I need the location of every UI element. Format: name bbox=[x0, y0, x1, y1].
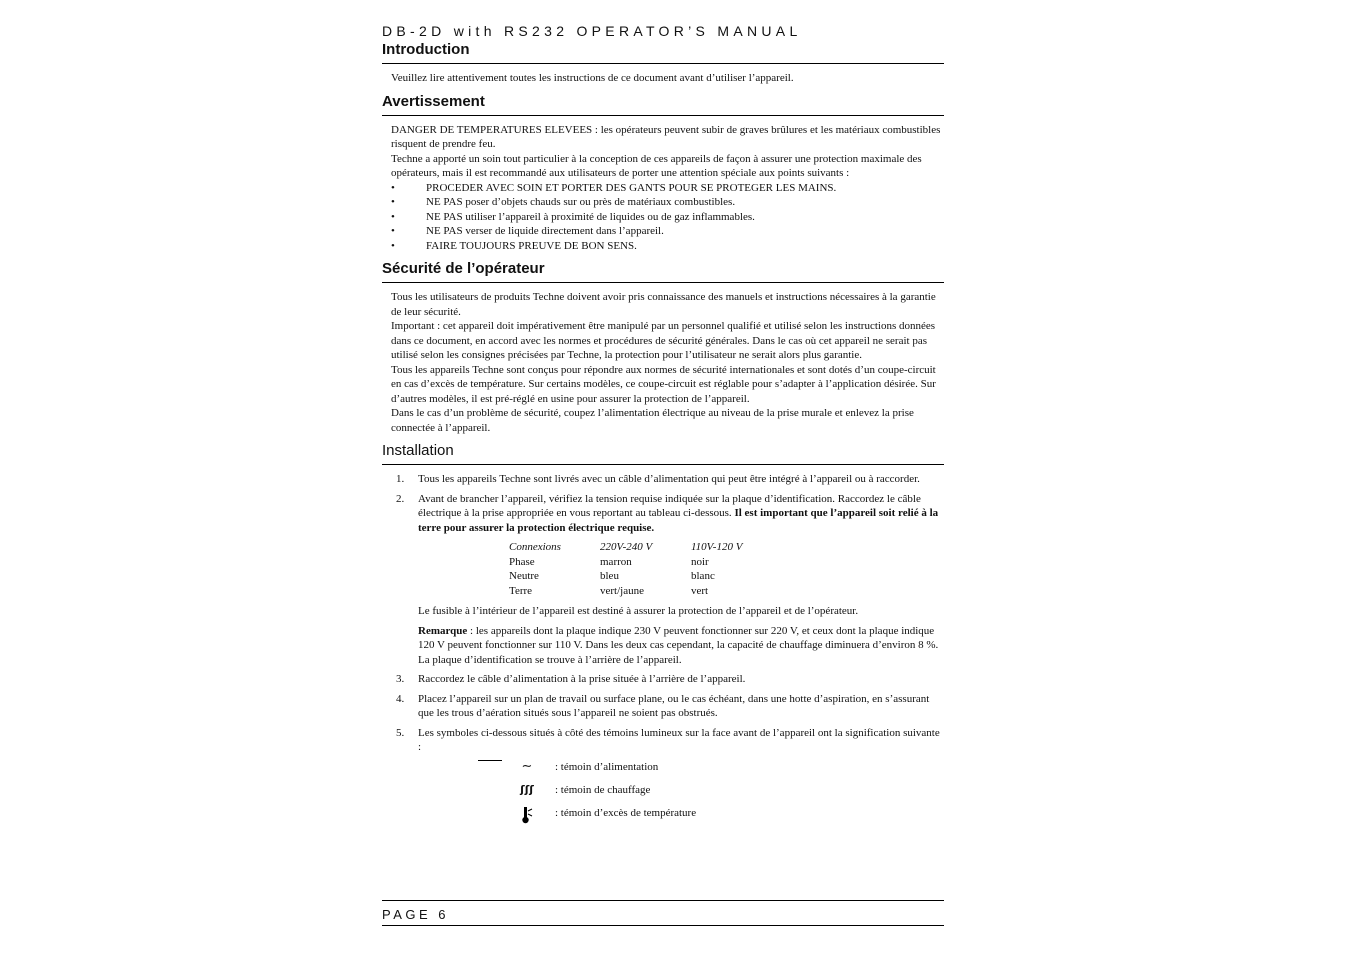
remark-text: : les appareils dont la plaque indique 230 V peuvent fonctionner sur 220 V, et ceux dont la plaque indique 120 V peuvent fonctionner sur 110 V. Dans les deux cas cependant, la capacité de chauffage diminuera d’environ 8 %. La plaque d’identification se trouve à l’arrière de l’appareil. bbox=[418, 624, 939, 666]
table-cell: Terre bbox=[509, 584, 533, 597]
bullet-marker: • bbox=[391, 210, 395, 223]
installation-step bbox=[382, 672, 944, 687]
installation-heading: Installation bbox=[382, 441, 944, 465]
symbol-description: : témoin d’alimentation bbox=[555, 760, 659, 773]
step-number: 5. bbox=[396, 726, 405, 739]
safety-paragraph-2: Important : cet appareil doit impérativement être manipulé par un personnel qualifié et utilisé selon les instructions données dans ce document, en accord avec les normes et procédures de sécurité générales. Dans le cas où cet appareil ne serait pas utilisé selon les consignes précisées par Techne, la protection pour l’utilisateur ne serait alors plus garantie. bbox=[391, 320, 936, 361]
step-text: Raccordez le câble d’alimentation à la prise située à l’arrière de l’appareil. bbox=[418, 673, 746, 685]
table-cell: Neutre bbox=[509, 570, 539, 582]
symbol-row bbox=[478, 806, 944, 829]
warning-heading: Avertissement bbox=[382, 92, 944, 116]
warning-paragraph-2: Techne a apporté un soin tout particulier à la conception de ces appareils de façon à assurer une protection maximale des opérateurs, mais il est recommandé aux utilisateurs de porter une attention spéciale aux points suivants : bbox=[391, 152, 922, 179]
table-header-cell: Connexions bbox=[509, 541, 561, 553]
warning-bullet-text: NE PAS utiliser l’appareil à proximité de liquides ou de gaz inflammables. bbox=[426, 210, 755, 223]
bullet-marker: • bbox=[391, 196, 395, 208]
warning-bullet-text: NE PAS poser d’objets chauds sur ou près de matériaux combustibles. bbox=[426, 196, 736, 208]
table-cell: vert bbox=[691, 584, 709, 597]
warning-bullet-text: NE PAS verser de liquide directement dans l’appareil. bbox=[426, 225, 664, 237]
installation-body bbox=[382, 472, 944, 829]
warning-bullet bbox=[391, 224, 944, 239]
table-cell: bleu bbox=[600, 570, 619, 582]
bullet-marker: • bbox=[391, 239, 395, 252]
table-cell: noir bbox=[691, 555, 709, 568]
table-cell: vert/jaune bbox=[600, 584, 644, 597]
warning-bullet bbox=[391, 239, 944, 254]
table-header-cell: 110V-120 V bbox=[691, 541, 743, 553]
manual-page bbox=[382, 22, 944, 835]
step-text bbox=[418, 492, 944, 536]
warning-bullet bbox=[391, 181, 944, 196]
warning-bullet-text: FAIRE TOUJOURS PREUVE DE BON SENS. bbox=[426, 239, 637, 252]
indicator-symbols bbox=[418, 760, 944, 829]
symbol-rule bbox=[478, 760, 502, 761]
warning-bullet bbox=[391, 210, 944, 225]
thermometer-icon-svg bbox=[520, 806, 534, 824]
step-text: Tous les appareils Techne sont livrés avec un câble d’alimentation qui peut être intégré à l’appareil ou à raccorder. bbox=[418, 473, 920, 485]
introduction-heading: Introduction bbox=[382, 40, 944, 64]
warning-bullet bbox=[391, 195, 944, 210]
introduction-body bbox=[382, 71, 944, 86]
symbol-row bbox=[478, 783, 944, 806]
table-cell: Phase bbox=[509, 555, 535, 568]
safety-paragraph-4: Dans le cas d’un problème de sécurité, coupez l’alimentation électrique au niveau de la prise murale et enlevez la prise connectée à l’appareil. bbox=[391, 407, 914, 434]
warning-paragraph-1: DANGER DE TEMPERATURES ELEVEES : les opérateurs peuvent subir de graves brûlures et les matériaux combustibles risquent de prendre feu. bbox=[391, 123, 941, 150]
section-installation bbox=[382, 441, 944, 829]
earth-warning-bold: Il est important que l’appareil soit relié à la terre pour assurer la protection électrique requise. bbox=[418, 507, 939, 534]
operator-safety-body bbox=[382, 290, 944, 435]
page-number: PAGE 6 bbox=[382, 907, 450, 922]
table-row bbox=[509, 555, 782, 570]
step-text: Les symboles ci-dessous situés à côté des témoins lumineux sur la face avant de l’appareil ont la signification suivante : bbox=[418, 726, 940, 753]
table-cell: marron bbox=[600, 555, 632, 568]
table-row bbox=[509, 584, 782, 599]
section-operator-safety bbox=[382, 259, 944, 435]
symbol-description: : témoin de chauffage bbox=[555, 783, 651, 796]
remark-note bbox=[418, 624, 944, 668]
installation-step bbox=[382, 692, 944, 721]
safety-paragraph-1: Tous les utilisateurs de produits Techne doivent avoir pris connaissance des manuels et instructions nécessaires à la garantie de leur sécurité. bbox=[391, 291, 936, 318]
remark-label: Remarque bbox=[418, 624, 468, 637]
table-cell: blanc bbox=[691, 570, 715, 582]
step-number: 4. bbox=[396, 692, 405, 705]
section-introduction bbox=[382, 40, 944, 86]
introduction-text: Veuillez lire attentivement toutes les instructions de ce document avant d’utiliser l’appareil. bbox=[391, 72, 794, 84]
step-2-text: Avant de brancher l’appareil, vérifiez la tension requise indiquée sur la plaque d’identification. Raccordez le câble électrique à la prise appropriée en vous reportant au tableau ci-dessous. bbox=[418, 492, 921, 519]
warning-body bbox=[382, 123, 944, 254]
table-row bbox=[509, 569, 782, 584]
operator-safety-heading: Sécurité de l’opérateur bbox=[382, 259, 944, 283]
installation-step bbox=[382, 726, 944, 829]
installation-step bbox=[382, 472, 944, 487]
heating-icon: ʃʃʃ bbox=[520, 782, 534, 796]
thermometer-icon bbox=[517, 806, 537, 829]
fuse-note: Le fusible à l’intérieur de l’appareil est destiné à assurer la protection de l’appareil et de l’opérateur. bbox=[418, 605, 859, 617]
section-warning bbox=[382, 92, 944, 254]
connection-table-header bbox=[509, 540, 782, 555]
step-text: Placez l’appareil sur un plan de travail ou surface plane, ou le cas échéant, dans une hotte d’aspiration, en s’assurant que les trous d’aération situés sous l’appareil ne soient pas obstrués. bbox=[418, 692, 930, 719]
power-wave-icon: ∼ bbox=[521, 758, 533, 774]
step-number: 1. bbox=[396, 473, 405, 485]
installation-steps bbox=[382, 472, 944, 829]
safety-paragraph-3: Tous les appareils Techne sont conçus pour répondre aux normes de sécurité internationales et sont dotés d’un coupe-circuit en cas d’excès de température. Sur certains modèles, ce coupe-circuit est réglable pour s’adapter à l’application désirée. Sur d’autres modèles, il est pré-réglé en usine pour assurer la protection de l’appareil. bbox=[391, 363, 936, 405]
symbol-row bbox=[478, 760, 944, 783]
manual-header-title: DB-2D with RS232 OPERATOR’S MANUAL bbox=[382, 23, 802, 39]
installation-step bbox=[382, 492, 944, 668]
page-footer bbox=[382, 900, 944, 926]
warning-bullet-list bbox=[391, 181, 944, 254]
symbol-description: : témoin d’excès de température bbox=[555, 806, 697, 819]
bullet-marker: • bbox=[391, 225, 395, 237]
table-header-cell: 220V-240 V bbox=[600, 541, 653, 553]
warning-bullet-text: PROCEDER AVEC SOIN ET PORTER DES GANTS POUR SE PROTEGER LES MAINS. bbox=[426, 181, 837, 194]
bullet-marker: • bbox=[391, 181, 395, 194]
step-number: 2. bbox=[396, 492, 405, 505]
step-number: 3. bbox=[396, 673, 405, 685]
connection-table bbox=[509, 540, 782, 598]
